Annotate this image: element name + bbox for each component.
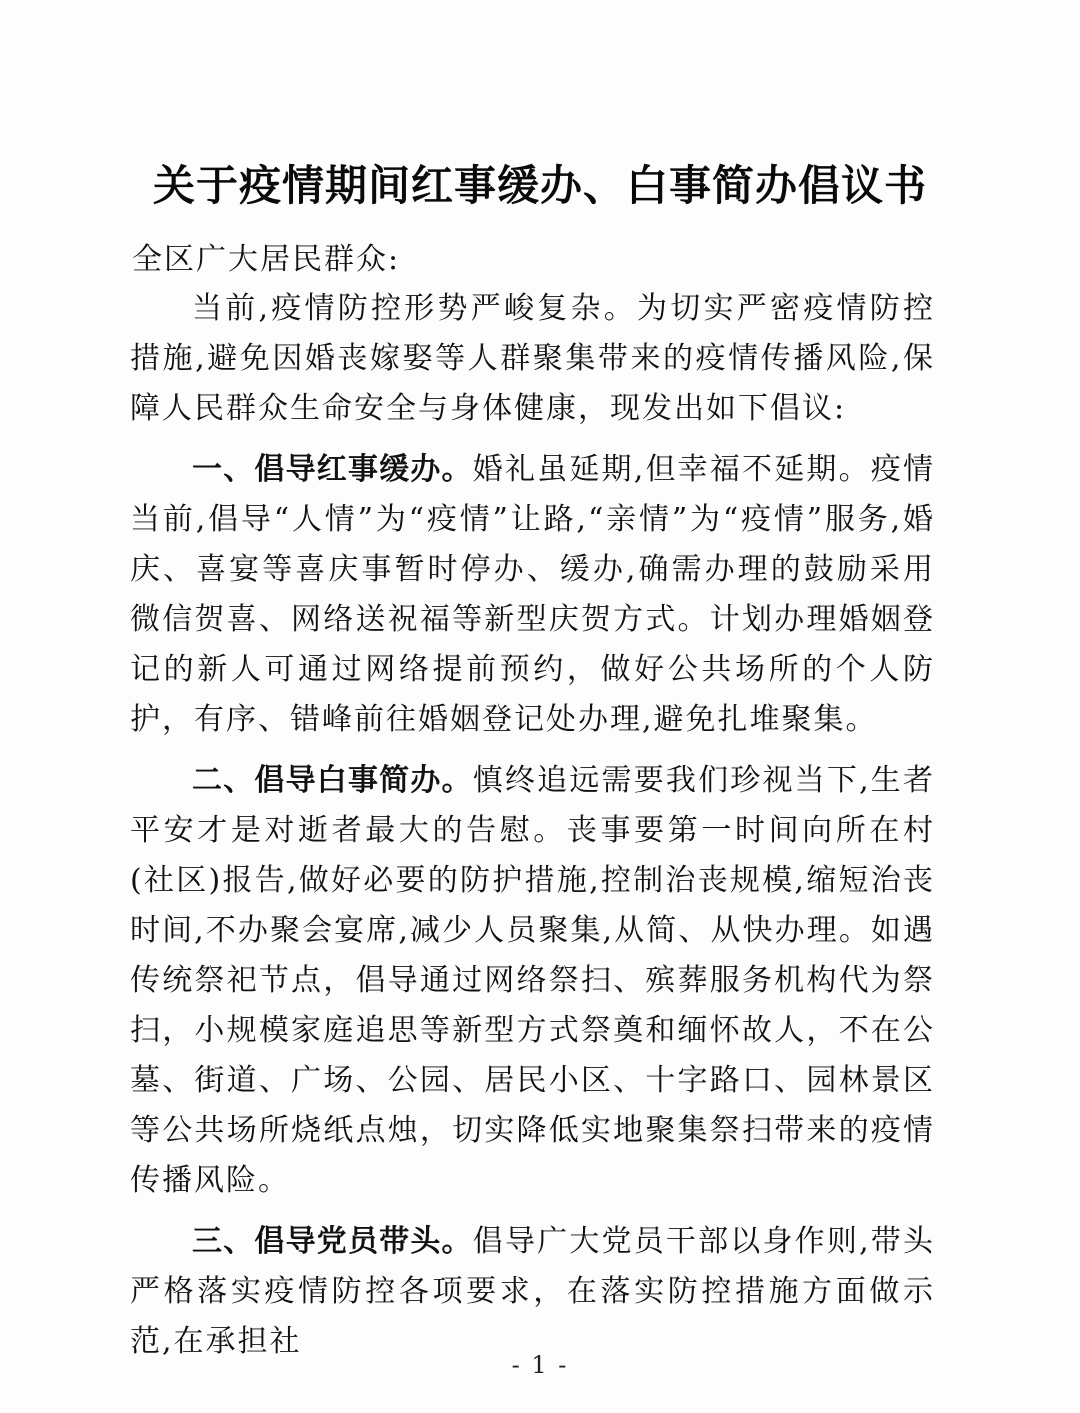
salutation: 全区广大居民群众:	[132, 242, 401, 277]
page-number: - 1 -	[511, 1351, 569, 1379]
document-body	[130, 284, 935, 1367]
section-text: 倡导广大党员干部以身作则,带头严格落实疫情防控各项要求，在落实防控措施方面做示范,在承担社	[130, 1224, 935, 1359]
section-red-events	[130, 445, 935, 745]
section-white-events	[130, 756, 935, 1206]
section-heading: 二、倡导白事简办。	[192, 763, 473, 798]
intro-paragraph: 当前,疫情防控形势严峻复杂。为切实严密疫情防控措施,避免因婚丧嫁娶等人群聚集带来的疫情传播风险,保障人民群众生命安全与身体健康，现发出如下倡议:	[130, 291, 935, 426]
document-title: 关于疫情期间红事缓办、白事简办倡议书	[152, 161, 927, 210]
section-text: 慎终追远需要我们珍视当下,生者平安才是对逝者最大的告慰。丧事要第一时间向所在村(社区)报告,做好必要的防护措施,控制治丧规模,缩短治丧时间,不办聚会宴席,减少人员聚集,从简、从快办理。如遇传统祭祀节点，倡导通过网络祭扫、殡葬服务机构代为祭扫，小规模家庭追思等新型方式祭奠和缅怀故人，不在公墓、街道、广场、公园、居民小区、十字路口、园林景区等公共场所烧纸点烛，切实降低实地聚集祭扫带来的疫情传播风险。	[130, 763, 935, 1198]
section-party-members	[130, 1217, 935, 1367]
section-text: 婚礼虽延期,但幸福不延期。疫情当前,倡导“人情”为“疫情”让路,“亲情”为“疫情”服务,婚庆、喜宴等喜庆事暂时停办、缓办,确需办理的鼓励采用微信贺喜、网络送祝福等新型庆贺方式。计划办理婚姻登记的新人可通过网络提前预约，做好公共场所的个人防护，有序、错峰前往婚姻登记处办理,避免扎堆聚集。	[130, 452, 935, 737]
section-heading: 三、倡导党员带头。	[192, 1224, 473, 1259]
section-heading: 一、倡导红事缓办。	[192, 452, 473, 487]
